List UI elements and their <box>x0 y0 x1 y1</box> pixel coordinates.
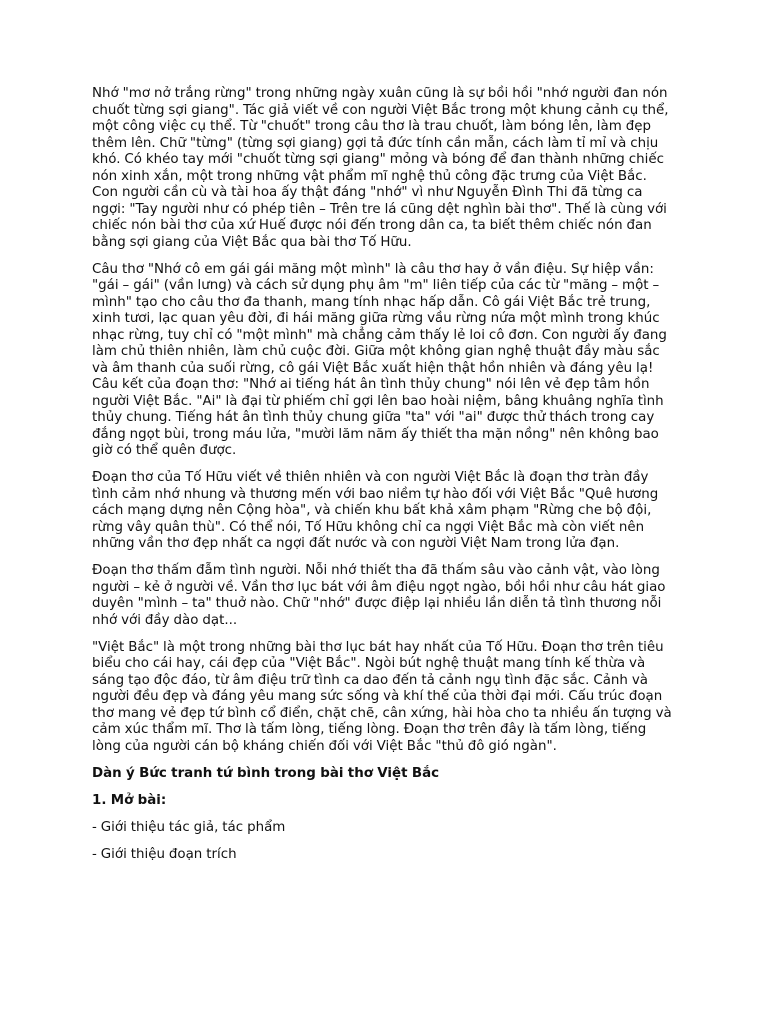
paragraph-co-em-gai: Câu thơ "Nhớ cô em gái gái măng một mình" là câu thơ hay ở vần điệu. Sự hiệp vần: "gái – gái" (vần lưng) và cách sử dụng phụ âm "m" liên tiếp của các từ "măng – một – mình" tạo cho câu thơ đa thanh, mang tính nhạc hấp dẫn. Cô gái Việt Bắc trẻ trung, xinh tươi, lạc quan yêu đời, đi hái măng giữa rừng vầu rừng nứa một mình trong khúc nhạc rừng, tuy chỉ có "một mình" mà chẳng cảm thấy lẻ loi cô đơn. Con người ấy đang làm chủ thiên nhiên, làm chủ cuộc đời. Giữa một không gian nghệ thuật đầy màu sắc và âm thanh của suối rừng, cô gái Việt Bắc xuất hiện thật hồn nhiên và đáng yêu lạ! Câu kết của đoạn thơ: "Nhớ ai tiếng hát ân tình thủy chung" nói lên vẻ đẹp tâm hồn người Việt Bắc. "Ai" là đại từ phiếm chỉ gợi lên bao hoài niệm, bâng khuâng nghĩa tình thủy chung. Tiếng hát ân tình thủy chung giữa "ta" với "ai" được thử thách trong cay đắng ngọt bùi, trong máu lửa, "mười lăm năm ấy thiết tha mặn nồng" nên không bao giờ có thể quên được. <box>92 261 667 458</box>
document-page <box>92 86 676 874</box>
list-item: - Giới thiệu tác giả, tác phẩm <box>92 819 286 835</box>
paragraph-viet-bac-luc-bat: "Việt Bắc" là một trong những bài thơ lục bát hay nhất của Tố Hữu. Đoạn thơ trên tiêu biểu cho cái hay, cái đẹp của "Việt Bắc". Ngòi bút nghệ thuật mang tính kế thừa và sáng tạo độc đáo, từ âm điệu trữ tình ca dao đến tả cảnh ngụ tình đặc sắc. Cảnh và người đều đẹp và đáng yêu mang sức sống và khí thế của thời đại mới. Cấu trúc đoạn thơ mang vẻ đẹp tứ bình cổ điển, chặt chẽ, cân xứng, hài hòa cho ta nhiều ấn tượng và cảm xúc thẩm mĩ. Thơ là tấm lòng, tiếng lòng. Đoạn thơ trên đây là tấm lòng, tiếng lòng của người cán bộ kháng chiến đối với Việt Bắc "thủ đô gió ngàn". <box>92 639 672 754</box>
paragraph-thien-nhien: Đoạn thơ của Tố Hữu viết về thiên nhiên và con người Việt Bắc là đoạn thơ tràn đầy tình cảm nhớ nhung và thương mến với bao niềm tự hào đối với Việt Bắc "Quê hương cách mạng dựng nên Cộng hòa", và chiến khu bất khả xâm phạm "Rừng che bộ đội, rừng vây quân thù". Có thể nói, Tố Hữu không chỉ ca ngợi Việt Bắc mà còn viết nên những vần thơ đẹp nhất ca ngợi đất nước và con người Việt Nam trong lửa đạn. <box>92 470 659 551</box>
list-item: - Giới thiệu đoạn trích <box>92 846 237 862</box>
paragraph-tinh-nguoi: Đoạn thơ thấm đẫm tình người. Nỗi nhớ thiết tha đã thấm sâu vào cảnh vật, vào lòng người – kẻ ở người về. Vần thơ lục bát với âm điệu ngọt ngào, bồi hồi như câu hát giao duyên "mình – ta" thuở nào. Chữ "nhớ" được điệp lại nhiều lần diễn tả tình thương nỗi nhớ với đầy dào dạt... <box>92 563 666 628</box>
section-heading-mo-bai: 1. Mở bài: <box>92 792 167 808</box>
paragraph-non-giang: Nhớ "mơ nở trắng rừng" trong những ngày xuân cũng là sự bồi hồi "nhớ người đan nón chuốt từng sợi giang". Tác giả viết về con người Việt Bắc trong một khung cảnh cụ thể, một công việc cụ thể. Từ "chuốt" trong câu thơ là trau chuốt, làm bóng lên, làm đẹp thêm lên. Chữ "từng" (từng sợi giang) gợi tả đức tính cần mẫn, cách làm tỉ mỉ và chịu khó. Có khéo tay mới "chuốt từng sợi giang" mỏng và bóng để đan thành những chiếc nón xinh xắn, một trong những vật phẩm mĩ nghệ thủ công đặc trưng của Việt Bắc. Con người cần cù và tài hoa ấy thật đáng "nhớ" vì như Nguyễn Đình Thi đã từng ca ngợi: "Tay người như có phép tiên – Trên tre lá cũng dệt nghìn bài thơ". Thế là cùng với chiếc nón bài thơ của xứ Huế được nói đến trong dân ca, ta biết thêm chiếc nón đan bằng sợi giang của Việt Bắc qua bài thơ Tố Hữu. <box>92 86 669 250</box>
outline-heading: Dàn ý Bức tranh tứ bình trong bài thơ Việt Bắc <box>92 765 440 781</box>
